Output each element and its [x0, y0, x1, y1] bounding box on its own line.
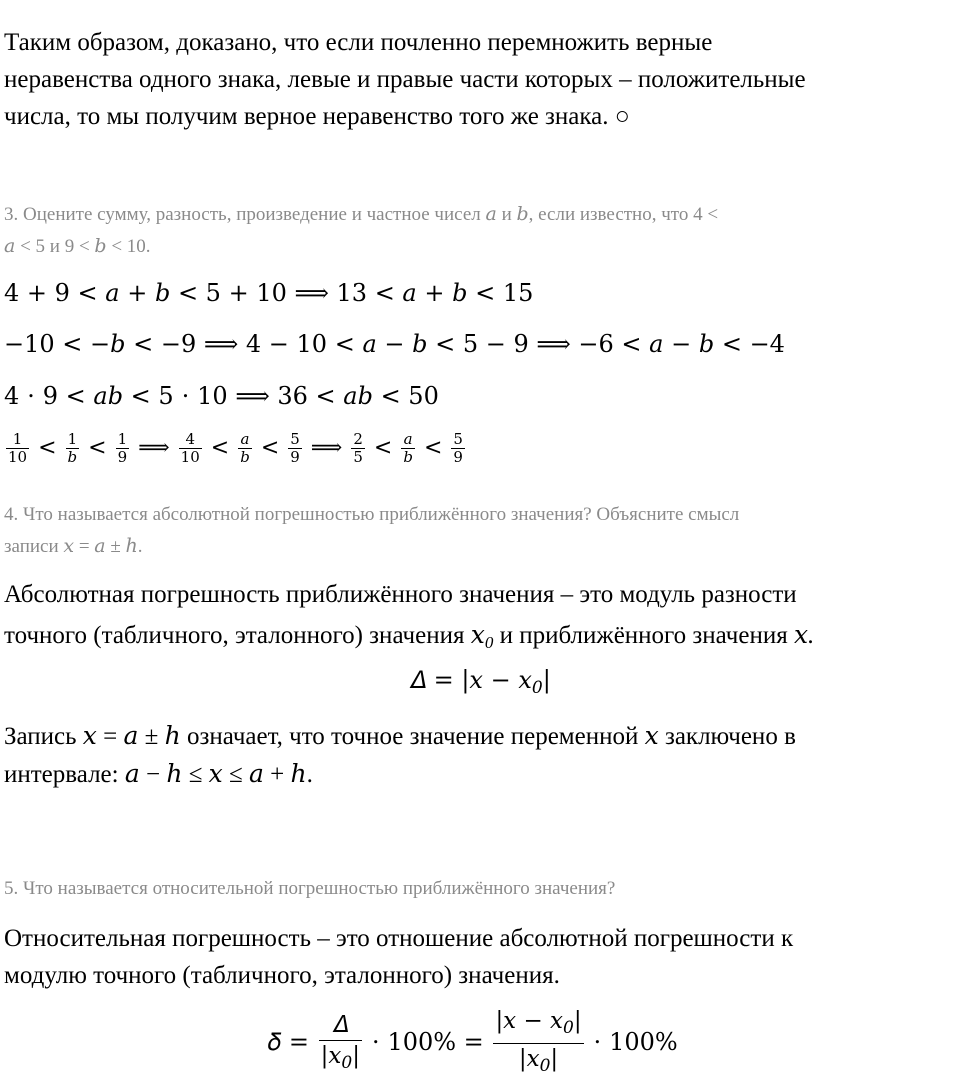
relative-error-definition-line-2: модулю точного (табличного, эталонного) значения.: [4, 962, 560, 989]
relative-error-formula: 𝛿 = $\frac{\text{𝛥}}{|𝑥_0|}$ ⋅ 100% = $\frac{|𝑥 - 𝑥_0|}{|𝑥_0|}$ ⋅ 100%: [268, 1006, 678, 1081]
fraction: $\frac{\text{𝑎}}{\text{𝑏}}$: [240, 430, 250, 466]
fraction: $\frac{\text{𝛥}}{|𝑥_0|}$: [319, 1010, 362, 1078]
fraction: $\frac{4}{10}$: [180, 430, 200, 466]
notation-explanation-line-1: Запись 𝑥 = 𝑎 ± ℎ означает, что точное значение переменной 𝑥 заключено в: [4, 723, 796, 750]
fraction: $\frac{1}{10}$: [8, 430, 28, 466]
fraction: $\frac{5}{9}$: [453, 430, 463, 466]
question-3-line-1: 3. Оцените сумму, разность, произведение и частное чисел 𝑎 и 𝑏, если известно, что 4 <: [4, 204, 719, 225]
question-4-line-2: записи 𝑥 = 𝑎 ± ℎ.: [4, 536, 143, 557]
fraction: $\frac{|𝑥 - 𝑥_0|}{|𝑥_0|}$: [493, 1006, 583, 1081]
intro-line-3: числа, то мы получим верное неравенство того же знака. ○: [4, 103, 630, 130]
fraction: $\frac{2}{5}$: [353, 430, 363, 466]
absolute-error-definition-line-2: точного (табличного, эталонного) значения 𝑥$_0$ и приближённого значения 𝑥.: [4, 622, 815, 652]
question-3-line-2: 𝑎 < 5 и 9 < 𝑏 < 10.: [4, 236, 151, 257]
intro-line-1: Таким образом, доказано, что если почленно перемножить верные: [4, 29, 713, 56]
relative-error-definition-line-1: Относительная погрешность – это отношение абсолютной погрешности к: [4, 925, 794, 952]
sum-estimate-equation: 4 + 9 < 𝑎 + 𝑏 < 5 + 10 ⟹ 13 < 𝑎 + 𝑏 < 15: [4, 279, 534, 307]
intro-line-2: неравенства одного знака, левые и правые части которых – положительные: [4, 66, 806, 93]
fraction: $\frac{1}{9}$: [117, 430, 128, 466]
quotient-estimate-equation: $\frac{1}{10}$ < $\frac{1}{\text{𝑏}}$ < $\frac{1}{9}$ ⟹ $\frac{4}{10}$ < $\frac{\text{𝑎}}{\text{𝑏}}$ < $\frac{5}{9}$ ⟹ $\frac{2}{5}$ < $\frac{\text{𝑎}}{\text{𝑏}}$ < $\frac{5}{9}$: [8, 430, 463, 466]
absolute-error-formula: 𝛥 = |𝑥 − 𝑥$_0$|: [409, 666, 551, 698]
absolute-error-definition-line-1: Абсолютная погрешность приближённого значения – это модуль разности: [4, 581, 797, 608]
fraction: $\frac{5}{9}$: [290, 430, 300, 466]
fraction: $\frac{1}{\text{𝑏}}$: [67, 430, 78, 466]
question-5: 5. Что называется относительной погрешностью приближённого значения?: [4, 878, 616, 899]
notation-explanation-line-2: интервале: 𝑎 − ℎ ≤ 𝑥 ≤ 𝑎 + ℎ.: [4, 761, 313, 788]
question-4-line-1: 4. Что называется абсолютной погрешностью приближённого значения? Объясните смысл: [4, 504, 740, 525]
fraction: $\frac{\text{𝑎}}{\text{𝑏}}$: [403, 430, 413, 466]
product-estimate-equation: 4 ⋅ 9 < 𝑎𝑏 < 5 ⋅ 10 ⟹ 36 < 𝑎𝑏 < 50: [4, 382, 439, 410]
difference-estimate-equation: −10 < −𝑏 < −9 ⟹ 4 − 10 < 𝑎 − 𝑏 < 5 − 9 ⟹ −6 < 𝑎 − 𝑏 < −4: [4, 330, 785, 358]
